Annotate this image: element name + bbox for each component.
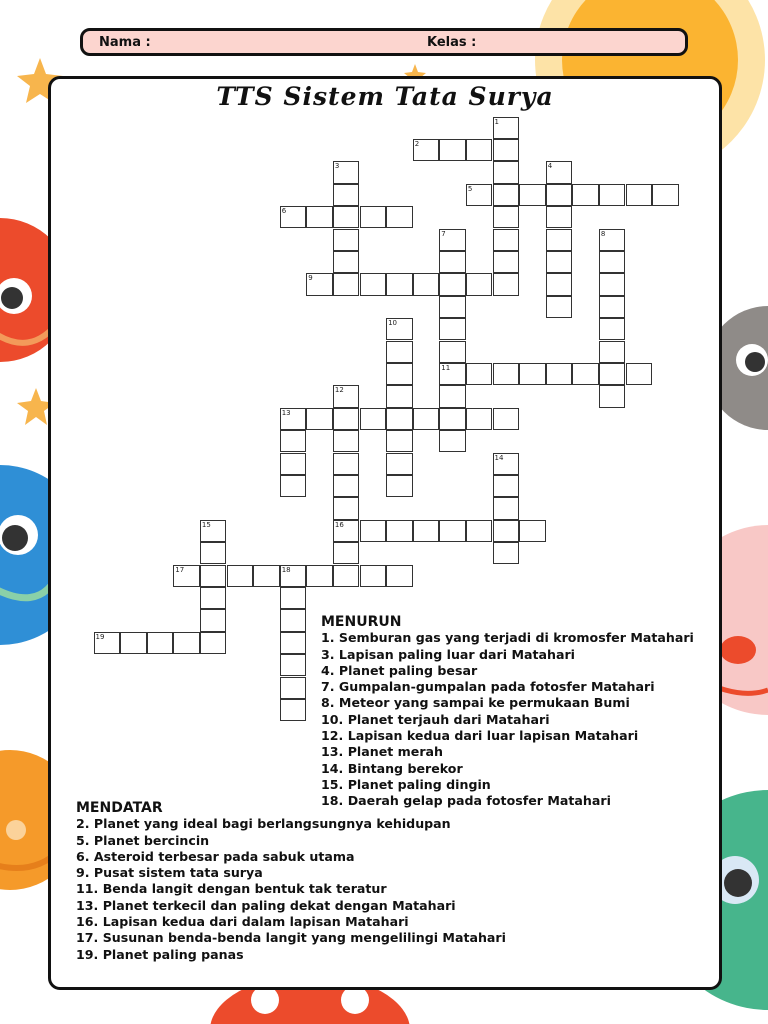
crossword-number: 1 bbox=[494, 117, 499, 126]
crossword-cell[interactable] bbox=[413, 520, 440, 542]
crossword-cell[interactable] bbox=[466, 363, 493, 385]
crossword-cell[interactable] bbox=[439, 341, 466, 363]
crossword-cell[interactable] bbox=[333, 497, 360, 519]
crossword-cell[interactable] bbox=[333, 453, 360, 475]
crossword-cell[interactable] bbox=[493, 206, 520, 228]
crossword-cell[interactable] bbox=[333, 542, 360, 564]
across-clue: 6. Asteroid terbesar pada sabuk utama bbox=[76, 848, 355, 864]
crossword-number: 19 bbox=[95, 632, 105, 641]
down-clue: 10. Planet terjauh dari Matahari bbox=[321, 711, 550, 727]
crossword-cell[interactable] bbox=[572, 363, 599, 385]
crossword-number: 8 bbox=[600, 229, 606, 238]
clues-down bbox=[321, 614, 694, 810]
crossword-cell[interactable] bbox=[599, 318, 626, 340]
crossword-cell[interactable] bbox=[386, 363, 413, 385]
crossword-cell[interactable] bbox=[546, 251, 573, 273]
crossword-cell[interactable] bbox=[386, 341, 413, 363]
down-heading: MENURUN bbox=[321, 614, 402, 630]
crossword-cell[interactable] bbox=[599, 184, 626, 206]
crossword-cell[interactable] bbox=[333, 251, 360, 273]
crossword-cell[interactable] bbox=[280, 430, 307, 452]
across-heading: MENDATAR bbox=[76, 800, 163, 816]
crossword-cell[interactable] bbox=[493, 363, 520, 385]
crossword-number: 18 bbox=[281, 565, 291, 574]
down-clue: 8. Meteor yang sampai ke permukaan Bumi bbox=[321, 695, 630, 711]
crossword-cell[interactable] bbox=[280, 677, 307, 699]
crossword-cell[interactable] bbox=[333, 184, 360, 206]
crossword-cell[interactable] bbox=[546, 363, 573, 385]
crossword-cell[interactable] bbox=[333, 565, 360, 587]
crossword-cell[interactable] bbox=[626, 363, 653, 385]
crossword-number: 17 bbox=[175, 565, 185, 574]
crossword-cell[interactable] bbox=[546, 273, 573, 295]
crossword-cell[interactable] bbox=[519, 520, 546, 542]
down-clue: 3. Lapisan paling luar dari Matahari bbox=[321, 646, 575, 662]
crossword-cell[interactable] bbox=[280, 475, 307, 497]
crossword-cell[interactable] bbox=[227, 565, 254, 587]
across-clue: 9. Pusat sistem tata surya bbox=[76, 865, 263, 881]
across-clue: 19. Planet paling panas bbox=[76, 946, 244, 962]
crossword-cell[interactable] bbox=[546, 184, 573, 206]
crossword-cell[interactable] bbox=[120, 632, 147, 654]
crossword-cell[interactable] bbox=[439, 251, 466, 273]
crossword-cell[interactable] bbox=[493, 408, 520, 430]
crossword-cell[interactable] bbox=[493, 273, 520, 295]
crossword-cell[interactable] bbox=[333, 408, 360, 430]
crossword-cell[interactable] bbox=[253, 565, 280, 587]
crossword-cell[interactable] bbox=[493, 520, 520, 542]
crossword-cell[interactable] bbox=[572, 184, 599, 206]
crossword-cell[interactable] bbox=[493, 497, 520, 519]
crossword-cell[interactable] bbox=[147, 632, 174, 654]
crossword-cell[interactable] bbox=[333, 273, 360, 295]
crossword-cell[interactable] bbox=[386, 408, 413, 430]
crossword-cell[interactable] bbox=[200, 609, 227, 631]
across-clue: 5. Planet bercincin bbox=[76, 832, 210, 848]
crossword-cell[interactable] bbox=[466, 139, 493, 161]
crossword-cell[interactable] bbox=[439, 520, 466, 542]
crossword-cell[interactable] bbox=[466, 273, 493, 295]
crossword-cell[interactable] bbox=[493, 475, 520, 497]
crossword-cell[interactable] bbox=[306, 408, 333, 430]
crossword-number: 11 bbox=[441, 363, 451, 372]
crossword-cell[interactable] bbox=[439, 318, 466, 340]
name-label: Nama : bbox=[99, 35, 151, 50]
crossword-cell[interactable] bbox=[439, 430, 466, 452]
crossword-cell[interactable] bbox=[413, 273, 440, 295]
crossword-cell[interactable] bbox=[360, 408, 387, 430]
crossword-cell[interactable] bbox=[386, 206, 413, 228]
crossword-cell[interactable] bbox=[360, 565, 387, 587]
crossword-cell[interactable] bbox=[360, 206, 387, 228]
crossword-number: 13 bbox=[281, 408, 291, 417]
crossword-cell[interactable] bbox=[546, 229, 573, 251]
crossword-cell[interactable] bbox=[306, 565, 333, 587]
crossword-number: 14 bbox=[494, 453, 504, 462]
crossword-number: 5 bbox=[467, 184, 473, 193]
crossword-cell[interactable] bbox=[333, 475, 360, 497]
crossword-cell[interactable] bbox=[200, 542, 227, 564]
crossword-cell[interactable] bbox=[599, 385, 626, 407]
crossword-cell[interactable] bbox=[493, 161, 520, 183]
crossword-number: 4 bbox=[547, 162, 553, 171]
crossword-cell[interactable] bbox=[280, 609, 307, 631]
crossword-cell[interactable] bbox=[546, 206, 573, 228]
crossword-cell[interactable] bbox=[493, 542, 520, 564]
crossword-cell[interactable] bbox=[439, 139, 466, 161]
crossword-cell[interactable] bbox=[519, 184, 546, 206]
crossword-number: 7 bbox=[441, 229, 446, 238]
across-clue: 13. Planet terkecil dan paling dekat dengan Matahari bbox=[76, 897, 456, 913]
crossword-number: 15 bbox=[201, 520, 211, 529]
crossword-cell[interactable] bbox=[280, 654, 307, 676]
crossword-cell[interactable] bbox=[386, 430, 413, 452]
page-title: TTS Sistem Tata Surya bbox=[216, 82, 554, 111]
name-class-bar bbox=[80, 28, 688, 56]
down-clue: 12. Lapisan kedua dari luar lapisan Matahari bbox=[321, 728, 639, 744]
down-clue: 1. Semburan gas yang terjadi di kromosfer Matahari bbox=[321, 630, 694, 646]
across-clue: 16. Lapisan kedua dari dalam lapisan Matahari bbox=[76, 914, 409, 930]
crossword-cell[interactable] bbox=[466, 408, 493, 430]
class-label: Kelas : bbox=[427, 35, 477, 50]
crossword-cell[interactable] bbox=[466, 520, 493, 542]
crossword-cell[interactable] bbox=[439, 296, 466, 318]
crossword-cell[interactable] bbox=[599, 296, 626, 318]
crossword-cell[interactable] bbox=[599, 251, 626, 273]
crossword-number: 16 bbox=[334, 520, 344, 529]
crossword-cell[interactable] bbox=[280, 453, 307, 475]
down-clue: 13. Planet merah bbox=[321, 744, 443, 760]
crossword-cell[interactable] bbox=[652, 184, 679, 206]
crossword-cell[interactable] bbox=[333, 229, 360, 251]
crossword-number: 10 bbox=[388, 319, 398, 328]
down-clue: 18. Daerah gelap pada fotosfer Matahari bbox=[321, 793, 611, 809]
crossword-cell[interactable] bbox=[360, 273, 387, 295]
crossword-cell[interactable] bbox=[200, 565, 227, 587]
crossword-cell[interactable] bbox=[360, 520, 387, 542]
crossword-cell[interactable] bbox=[493, 229, 520, 251]
crossword-cell[interactable] bbox=[439, 385, 466, 407]
crossword-cell[interactable] bbox=[280, 699, 307, 721]
crossword-cell[interactable] bbox=[280, 632, 307, 654]
across-clue: 17. Susunan benda-benda langit yang mengelilingi Matahari bbox=[76, 930, 506, 946]
crossword-cell[interactable] bbox=[626, 184, 653, 206]
crossword-cell[interactable] bbox=[546, 296, 573, 318]
down-clue: 14. Bintang berekor bbox=[321, 760, 463, 776]
crossword-cell[interactable] bbox=[599, 363, 626, 385]
crossword-cell[interactable] bbox=[200, 587, 227, 609]
crossword-cell[interactable] bbox=[200, 632, 227, 654]
crossword-cell[interactable] bbox=[439, 408, 466, 430]
crossword-cell[interactable] bbox=[173, 632, 200, 654]
crossword-cell[interactable] bbox=[519, 363, 546, 385]
crossword-cell[interactable] bbox=[386, 475, 413, 497]
crossword-number: 12 bbox=[334, 386, 344, 395]
across-clue: 2. Planet yang ideal bagi berlangsungnya kehidupan bbox=[76, 816, 451, 832]
crossword-number: 2 bbox=[414, 139, 420, 148]
down-clue: 7. Gumpalan-gumpalan pada fotosfer Matahari bbox=[321, 679, 655, 695]
crossword-cell[interactable] bbox=[333, 430, 360, 452]
crossword-cell[interactable] bbox=[599, 273, 626, 295]
down-clue: 15. Planet paling dingin bbox=[321, 776, 491, 792]
crossword-number: 9 bbox=[308, 274, 313, 283]
clues-across bbox=[76, 800, 506, 963]
crossword-cell[interactable] bbox=[386, 565, 413, 587]
crossword-cell[interactable] bbox=[493, 139, 520, 161]
crossword-cell[interactable] bbox=[493, 251, 520, 273]
crossword-number: 3 bbox=[334, 162, 340, 171]
crossword-cell[interactable] bbox=[599, 341, 626, 363]
crossword-cell[interactable] bbox=[439, 273, 466, 295]
crossword-cell[interactable] bbox=[493, 184, 520, 206]
crossword-cell[interactable] bbox=[386, 273, 413, 295]
crossword-cell[interactable] bbox=[333, 206, 360, 228]
crossword-cell[interactable] bbox=[386, 453, 413, 475]
crossword-cell[interactable] bbox=[386, 385, 413, 407]
crossword-cell[interactable] bbox=[386, 520, 413, 542]
down-clue: 4. Planet paling besar bbox=[321, 662, 478, 678]
crossword-cell[interactable] bbox=[280, 587, 307, 609]
crossword-cell[interactable] bbox=[413, 408, 440, 430]
across-clue: 11. Benda langit dengan bentuk tak teratur bbox=[76, 881, 387, 897]
crossword-number: 6 bbox=[281, 207, 287, 216]
crossword-cell[interactable] bbox=[306, 206, 333, 228]
